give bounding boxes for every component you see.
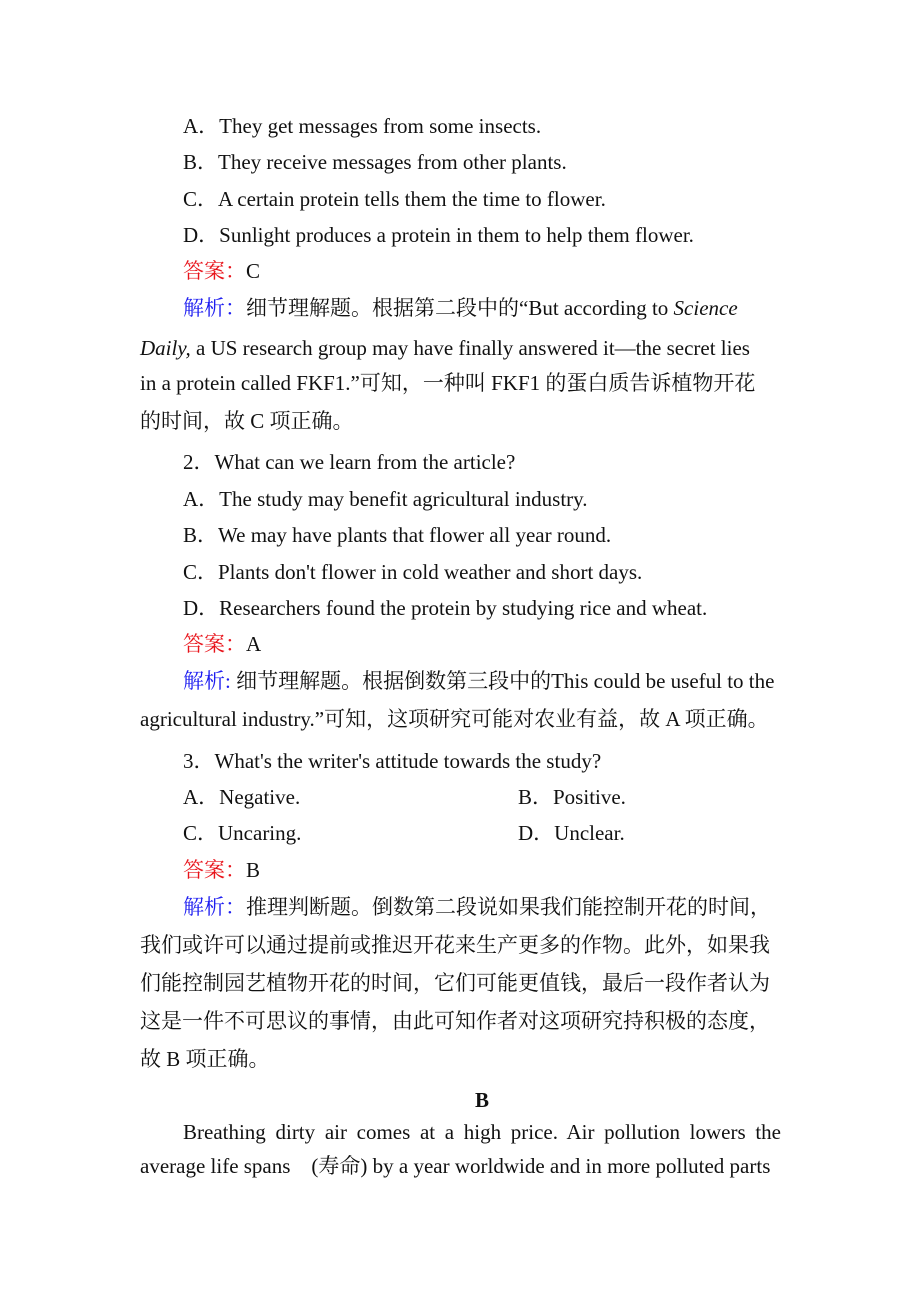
q3-option-c: C．Uncaring. xyxy=(183,821,302,845)
q3-analysis-line-1 xyxy=(183,893,781,921)
q3-options-row-2 xyxy=(183,819,643,847)
q3-question: 3．What's the writer's attitude towards the study? xyxy=(183,749,602,773)
q1-analysis-line-3: in a protein called FKF1.”可知，一种叫 FKF1 的蛋白质告诉植物开花 xyxy=(140,371,756,395)
section-b-paragraph-line-2: average life spans (寿命) by a year worldwide and in more polluted parts xyxy=(140,1154,771,1178)
q1-analysis-label: 解析： xyxy=(183,296,246,320)
q1-answer-label: 答案： xyxy=(183,259,246,283)
q2-option-b: B．We may have plants that flower all year round. xyxy=(183,523,612,547)
q2-question: 2．What can we learn from the article? xyxy=(183,450,516,474)
q1-option-c: C．A certain protein tells them the time to flower. xyxy=(183,187,606,211)
q3-options-row-1 xyxy=(183,783,643,811)
q1-option-b: B．They receive messages from other plants. xyxy=(183,150,567,174)
q3-analysis-line-5: 故 B 项正确。 xyxy=(140,1047,270,1071)
q1-answer-value: C xyxy=(246,259,261,283)
q3-analysis-label: 解析： xyxy=(183,895,246,919)
q3-option-b: B．Positive. xyxy=(518,785,626,809)
q2-analysis-label: 解析: xyxy=(183,669,231,693)
q3-answer xyxy=(183,856,833,884)
q1-analysis-line-1 xyxy=(183,294,781,322)
q3-analysis-line-2: 我们或许可以通过提前或推迟开花来生产更多的作物。此外，如果我 xyxy=(140,933,770,957)
q3-answer-value: B xyxy=(246,858,261,882)
q1-analysis-text-1: 细节理解题。根据第二段中的“But according to xyxy=(246,296,674,320)
q1-analysis-italic-1: Science xyxy=(673,296,738,320)
q1-analysis-line-4: 的时间，故 C 项正确。 xyxy=(140,409,354,433)
q2-analysis-text-1: 细节理解题。根据倒数第三段中的This could be useful to the xyxy=(230,669,775,693)
q2-option-c: C．Plants don't flower in cold weather and short days. xyxy=(183,560,643,584)
q2-analysis-line-1 xyxy=(183,667,781,695)
q1-option-d: D．Sunlight produces a protein in them to help them flower. xyxy=(183,223,694,247)
q2-option-d: D．Researchers found the protein by studying rice and wheat. xyxy=(183,596,708,620)
q1-option-a: A．They get messages from some insects. xyxy=(183,114,542,138)
q1-analysis-line-2 xyxy=(140,334,790,362)
q3-analysis-text-1: 推理判断题。倒数第二段说如果我们能控制开花的时间， xyxy=(246,895,771,919)
q3-answer-label: 答案： xyxy=(183,858,246,882)
q3-analysis-line-3: 们能控制园艺植物开花的时间，它们可能更值钱，最后一段作者认为 xyxy=(140,971,770,995)
section-b-paragraph-line-1: Breathing dirty air comes at a high price. Air pollution lowers the xyxy=(183,1120,781,1144)
q2-answer-label: 答案： xyxy=(183,632,246,656)
q2-analysis-line-2: agricultural industry.”可知，这项研究可能对农业有益，故 A 项正确。 xyxy=(140,707,769,731)
q3-option-d: D．Unclear. xyxy=(518,821,625,845)
q3-option-a: A．Negative. xyxy=(183,785,301,809)
q3-analysis-line-4: 这是一件不可思议的事情，由此可知作者对这项研究持积极的态度， xyxy=(140,1009,770,1033)
section-b-heading: B xyxy=(474,1088,489,1112)
q1-answer xyxy=(183,257,833,285)
q1-analysis-italic-2: Daily, xyxy=(140,336,191,360)
q1-analysis-text-2: a US research group may have finally answered it—the secret lies xyxy=(190,336,750,360)
q2-option-a: A．The study may benefit agricultural industry. xyxy=(183,487,588,511)
q2-answer xyxy=(183,630,833,658)
q2-answer-value: A xyxy=(246,632,262,656)
